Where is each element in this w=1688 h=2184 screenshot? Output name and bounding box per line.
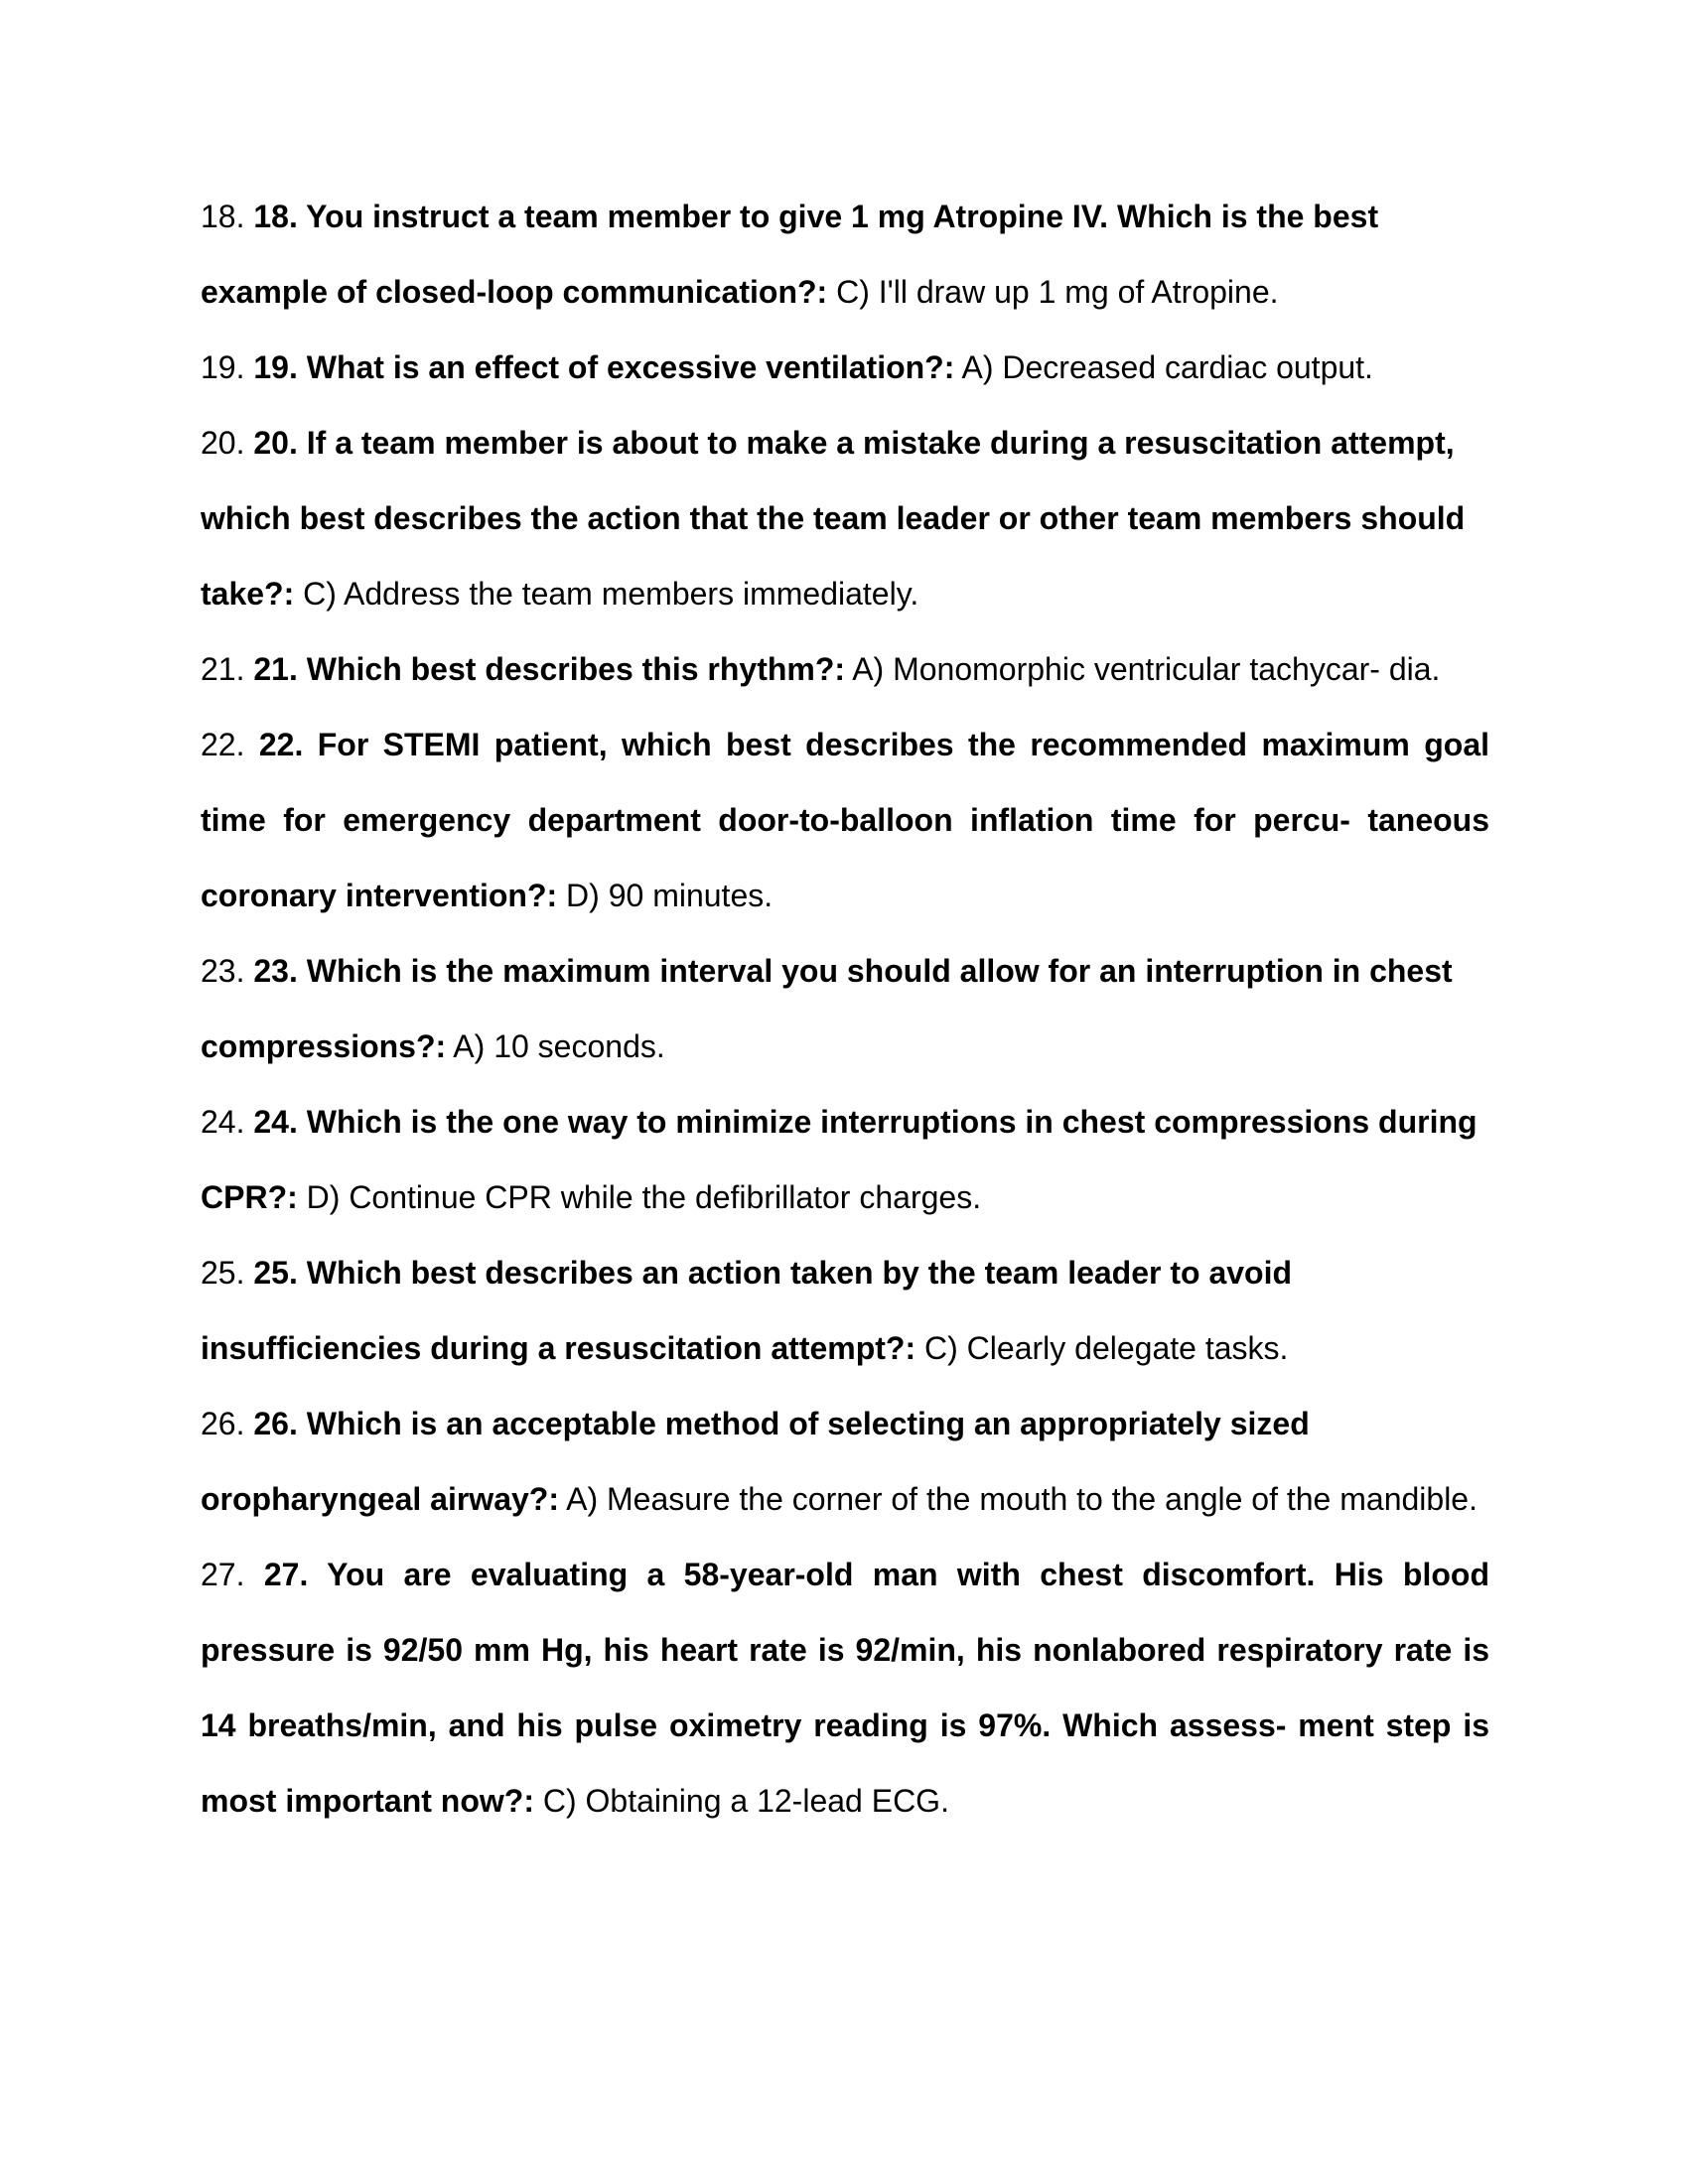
answer-text: C) Address the team members immediately.: [303, 576, 919, 612]
qa-item-26: [201, 1386, 1489, 1537]
question-text: 18. You instruct a team member to give 1 mg Atropine IV. Which is the best example of closed-loop communication?:: [201, 199, 1379, 310]
item-number: 25.: [201, 1255, 245, 1291]
qa-item-24: [201, 1084, 1489, 1235]
item-number: 24.: [201, 1104, 245, 1140]
qa-item-25: [201, 1235, 1489, 1386]
answer-text: A) Monomorphic ventricular tachycar- dia.: [852, 651, 1441, 687]
qa-item-20: [201, 405, 1489, 631]
item-number: 23.: [201, 953, 245, 989]
answer-text: A) 10 seconds.: [453, 1028, 665, 1064]
answer-text: C) I'll draw up 1 mg of Atropine.: [836, 274, 1279, 310]
question-text: 22. For STEMI patient, which best describes the recommended maximum goal time for emergency department door-to-balloon inflation time for percu- taneous coronary intervention?:: [201, 727, 1489, 913]
question-text: 23. Which is the maximum interval you should allow for an interruption in chest compressions?:: [201, 953, 1453, 1064]
item-number: 18.: [201, 199, 245, 234]
qa-item-18: [201, 179, 1489, 330]
question-text: 20. If a team member is about to make a mistake during a resuscitation attempt, which best describes the action that the team leader or other team members should take?:: [201, 425, 1466, 612]
item-number: 22.: [201, 727, 245, 762]
answer-text: A) Measure the corner of the mouth to the angle of the mandible.: [566, 1481, 1477, 1517]
answer-text: C) Obtaining a 12-lead ECG.: [542, 1783, 949, 1819]
qa-item-23: [201, 933, 1489, 1084]
question-text: 19. What is an effect of excessive ventilation?:: [253, 349, 955, 385]
question-text: 21. Which best describes this rhythm?:: [253, 651, 846, 687]
answer-text: D) Continue CPR while the defibrillator charges.: [306, 1179, 982, 1215]
item-number: 19.: [201, 349, 245, 385]
qa-item-27: [201, 1537, 1489, 1839]
qa-item-19: [201, 330, 1489, 405]
document-page: [201, 179, 1489, 1839]
qa-item-21: [201, 631, 1489, 707]
question-text: 27. You are evaluating a 58-year-old man with chest discomfort. His blood pressure is 92/50 mm Hg, his heart rate is 92/min, his nonlabored respiratory rate is 14 breaths/min, and his pulse oximetry reading is 97%. Which assess- ment step is most important now?:: [201, 1557, 1490, 1819]
answer-text: C) Clearly delegate tasks.: [924, 1330, 1289, 1366]
item-number: 20.: [201, 425, 245, 461]
item-number: 21.: [201, 651, 245, 687]
question-text: 26. Which is an acceptable method of selecting an appropriately sized oropharyngeal airway?:: [201, 1406, 1310, 1517]
question-text: 25. Which best describes an action taken by the team leader to avoid insufficiencies during a resuscitation attempt?:: [201, 1255, 1293, 1366]
question-text: 24. Which is the one way to minimize interruptions in chest compressions during CPR?:: [201, 1104, 1477, 1215]
answer-text: A) Decreased cardiac output.: [961, 349, 1373, 385]
qa-item-22: [201, 707, 1489, 933]
item-number: 26.: [201, 1406, 245, 1441]
answer-text: D) 90 minutes.: [566, 878, 774, 913]
item-number: 27.: [201, 1557, 245, 1592]
